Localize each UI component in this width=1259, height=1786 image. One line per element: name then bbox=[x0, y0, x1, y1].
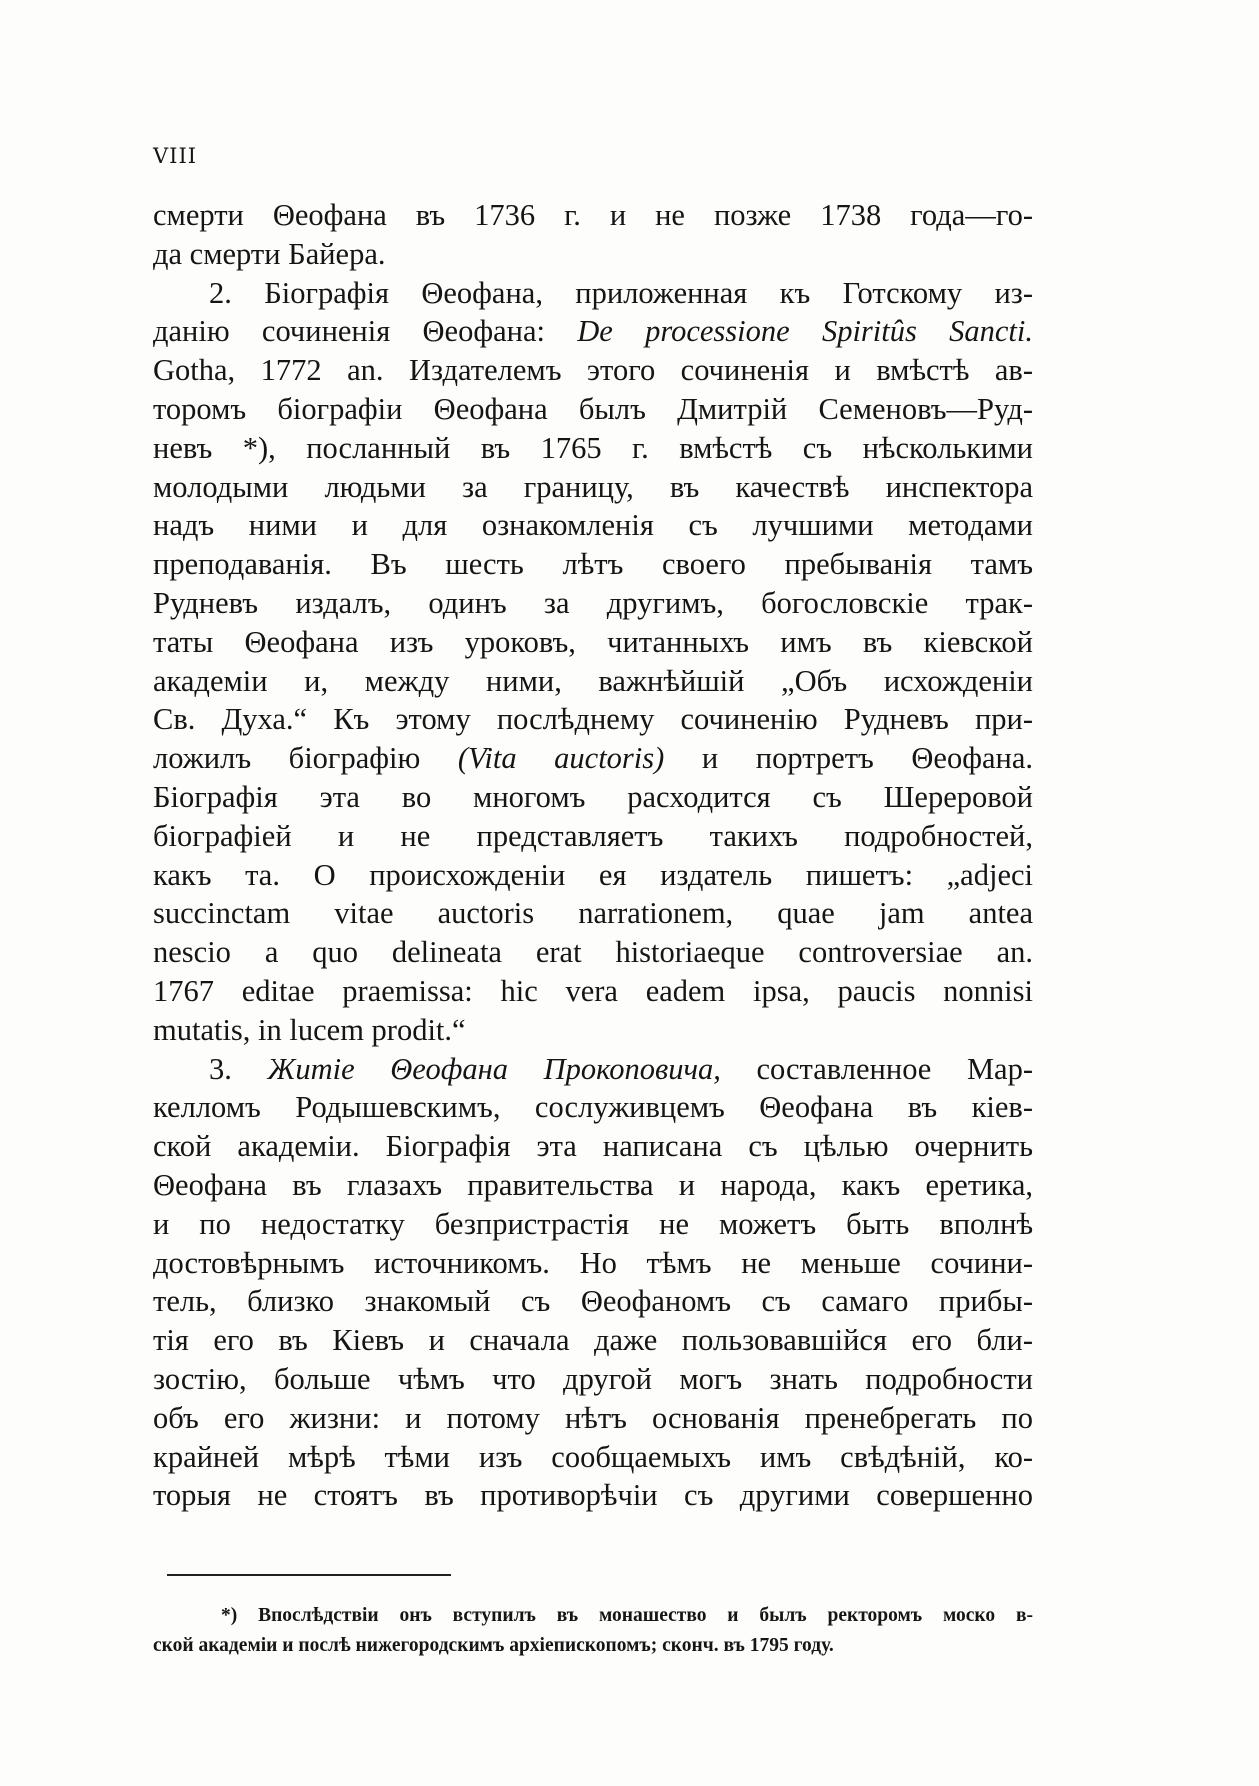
text-line: mutatis, in lucem prodit.“ bbox=[153, 1012, 466, 1047]
latin-phrase: (Vita auctoris) bbox=[457, 741, 665, 776]
text-line: да смерти Байера. bbox=[153, 236, 386, 271]
text-line: Рудневъ издалъ, одинъ за другимъ, богословскіе трак- bbox=[153, 585, 1033, 620]
text-line: 2. Біографія Θеофана, приложенная къ Готскому из- bbox=[209, 275, 1033, 310]
text-line: объ его жизни: и потому нѣтъ основанія пренебрегать по bbox=[153, 1400, 1033, 1435]
text-line: ской академіи. Біографія эта написана съ цѣлью очернить bbox=[153, 1129, 1033, 1164]
text-segment: 3. bbox=[209, 1051, 268, 1086]
text-line: молодыми людьми за границу, въ качествѣ инспектора bbox=[153, 469, 1033, 504]
text-line: Біографія эта во многомъ расходится съ Шереровой bbox=[153, 779, 1033, 814]
text-line: достовѣрнымъ источникомъ. Но тѣмъ не меньше сочини- bbox=[153, 1245, 1033, 1280]
text-line: торомъ біографіи Θеофана былъ Дмитрій Семеновъ—Руд- bbox=[153, 391, 1033, 426]
text-line: крайней мѣрѣ тѣми изъ сообщаемыхъ имъ свѣдѣній, ко- bbox=[153, 1439, 1033, 1474]
text-line: Св. Духа.“ Къ этому послѣднему сочиненію Рудневъ при- bbox=[153, 702, 1033, 737]
text-line bbox=[153, 739, 1033, 778]
text-segment: ложилъ біографію bbox=[153, 741, 458, 776]
text-line: nescio a quo delineata erat historiaeque controversiae an. bbox=[153, 935, 1033, 970]
text-line: какъ та. О происхожденіи ея издатель пишетъ: „adjeci bbox=[153, 857, 1033, 892]
text-line: тель, близко знакомый съ Θеофаномъ съ самаго прибы- bbox=[153, 1284, 1033, 1319]
text-line: академіи и, между ними, важнѣйшій „Объ исхожденіи bbox=[153, 663, 1033, 698]
text-line: смерти Θеофана въ 1736 г. и не позже 1738 года—го- bbox=[153, 198, 1033, 232]
footnote-line: ской академіи и послѣ нижегородскимъ архіепископомъ; сконч. въ 1795 году. bbox=[153, 1635, 834, 1656]
text-line: и по недостатку безпристрастія не можетъ быть вполнѣ bbox=[153, 1206, 1033, 1241]
text-segment: составленное Мар- bbox=[720, 1051, 1034, 1086]
footnote bbox=[153, 1601, 1033, 1661]
footnote-divider bbox=[167, 1574, 451, 1576]
page-number: VIII bbox=[153, 144, 198, 168]
footnote-line: *) Впослѣдствіи онъ вступилъ въ монашество и былъ ректоромъ моско в- bbox=[221, 1605, 1033, 1626]
text-line: Θеофана въ глазахъ правительства и народа, какъ еретика, bbox=[153, 1167, 1033, 1202]
text-line bbox=[153, 1050, 1033, 1089]
text-segment: и портретъ Θеофана. bbox=[664, 741, 1033, 776]
text-line: торыя не стоятъ въ противорѣчіи съ другими совершенно bbox=[153, 1478, 1033, 1513]
text-line: біографіей и не представляетъ такихъ подробностей, bbox=[153, 818, 1033, 853]
work-title: Житіе Θеофана Прокоповича, bbox=[267, 1051, 721, 1086]
text-line: надъ ними и для ознакомленія съ лучшими методами bbox=[153, 508, 1033, 543]
text-line: зостію, больше чѣмъ что другой могъ знать подробности bbox=[153, 1361, 1033, 1396]
text-line: 1767 editae praemissa: hic vera eadem ipsa, paucis nonnisi bbox=[153, 973, 1033, 1008]
latin-title: De processione Spiritûs Sancti. bbox=[577, 314, 1033, 349]
text-line bbox=[153, 312, 1033, 351]
text-segment: данію сочиненія Θеофана: bbox=[153, 314, 578, 349]
text-line: невъ *), посланный въ 1765 г. вмѣстѣ съ нѣсколькими bbox=[153, 430, 1033, 465]
body-text bbox=[153, 196, 1033, 1515]
text-line: келломъ Родышевскимъ, сослуживцемъ Θеофана въ кіев- bbox=[153, 1090, 1033, 1125]
text-line: таты Θеофана изъ уроковъ, читанныхъ имъ въ кіевской bbox=[153, 624, 1033, 659]
text-line: тія его въ Кіевъ и сначала даже пользовавшійся его бли- bbox=[153, 1323, 1033, 1358]
text-line: succinctam vitae auctoris narrationem, quae jam antea bbox=[153, 896, 1033, 931]
text-line: Gotha, 1772 an. Издателемъ этого сочиненія и вмѣстѣ ав- bbox=[153, 353, 1033, 388]
text-line: преподаванія. Въ шесть лѣтъ своего пребыванія тамъ bbox=[153, 547, 1033, 582]
